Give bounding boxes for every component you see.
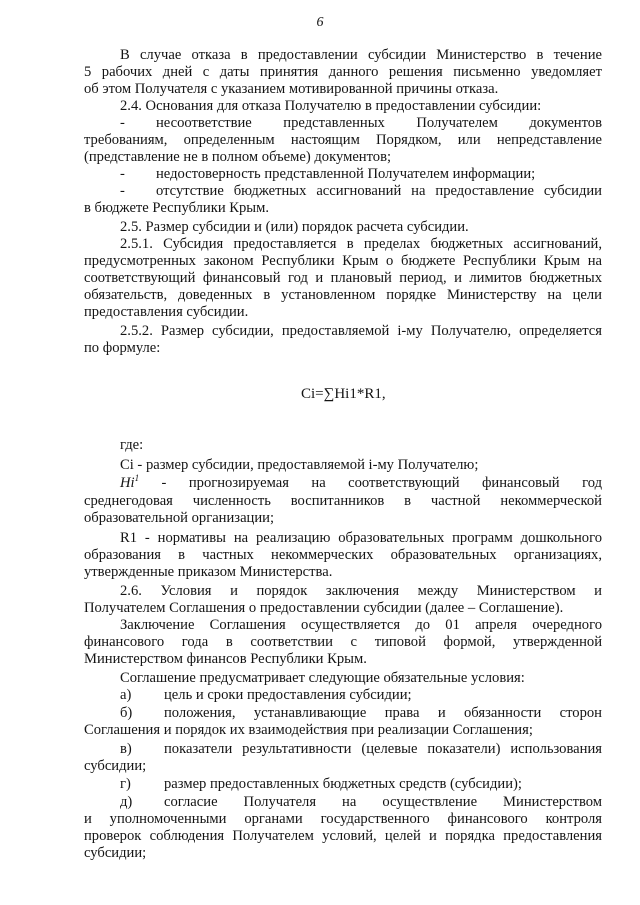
line-text: среднегодовая численность воспитанников в частной некоммерческой [84, 493, 602, 509]
text-line [84, 340, 602, 356]
line-text: по формуле: [84, 340, 161, 356]
text-line [120, 457, 638, 473]
text-line [84, 758, 602, 774]
line-text: (представление не в полном объеме) документов; [84, 149, 392, 165]
list-marker: - [120, 115, 125, 131]
text-line [120, 583, 602, 599]
line-text: и уполномоченными органами государственного финансового контроля [84, 811, 602, 827]
text-line [84, 200, 602, 216]
line-text: согласие Получателя на осуществление Министерством [164, 794, 602, 810]
list-marker: - [120, 183, 125, 199]
page-number: 6 [316, 15, 324, 30]
line-text: Соглашение предусматривает следующие обязательные условия: [120, 670, 525, 686]
text-line [84, 493, 602, 509]
line-text: 2.5.2. Размер субсидии, предоставляемой i-му Получателю, определяется [120, 323, 602, 339]
line-text: размер предоставленных бюджетных средств (субсидии); [164, 776, 522, 792]
text-line [120, 166, 638, 182]
line-text: в бюджете Республики Крым. [84, 200, 270, 216]
list-marker: д) [120, 794, 133, 810]
line-text: 2.5.1. Субсидия предоставляется в пределах бюджетных ассигнований, [120, 236, 602, 252]
text-line [120, 98, 638, 114]
subsidy-formula [301, 386, 386, 402]
line-text: положения, устанавливающие права и обязанности сторон [164, 705, 602, 721]
list-marker: б) [120, 705, 133, 721]
text-line [84, 564, 602, 580]
text-line [84, 845, 602, 861]
text-line [84, 81, 602, 97]
line-text: образования в частных некоммерческих образовательных организациях, [84, 547, 602, 563]
line-text: показатели результативности (целевые показатели) использования [164, 741, 602, 757]
line-text: R1 - нормативы на реализацию образовательных программ дошкольного [120, 530, 602, 546]
line-text: утвержденные приказом Министерства. [84, 564, 333, 580]
text-line [120, 47, 602, 63]
line-text: цель и сроки предоставления субсидии; [164, 687, 412, 703]
text-line [84, 547, 602, 563]
text-line [120, 115, 602, 131]
h-definition-text: - прогнозируемая на соответствующий финансовый год [161, 475, 602, 491]
text-line [120, 687, 638, 703]
line-text: 2.5. Размер субсидии и (или) порядок расчета субсидии. [120, 219, 469, 235]
text-line [120, 776, 638, 792]
line-text: Получателем Соглашения о предоставлении субсидии (далее – Соглашение). [84, 600, 564, 616]
line-text: требованиям, определенным настоящим Порядком, или непредставление [84, 132, 602, 148]
line-text: обязательств, доведенных в установленном порядке Министерству на цели [84, 287, 602, 303]
text-line [84, 149, 602, 165]
line-text: В случае отказа в предоставлении субсидии Министерство в течение [120, 47, 602, 63]
text-line [84, 651, 602, 667]
text-line [84, 634, 602, 650]
line-text: соответствующий финансовый год и плановый период, и лимитов бюджетных [84, 270, 602, 286]
text-line [84, 304, 602, 320]
list-marker: - [120, 166, 125, 182]
line-text: 2.6. Условия и порядок заключения между Министерством и [120, 583, 602, 599]
text-line [84, 64, 602, 80]
text-line [84, 132, 602, 148]
line-text: Министерством финансов Республики Крым. [84, 651, 367, 667]
line-text: несоответствие представленных Получателем документов [156, 115, 602, 131]
line-text: субсидии; [84, 758, 147, 774]
text-line [84, 287, 602, 303]
text-line [120, 794, 602, 810]
text-line [120, 437, 638, 453]
text-line [84, 510, 602, 526]
line-text: проверок соблюдения Получателем условий, целей и порядка предоставления [84, 828, 602, 844]
text-line [120, 219, 638, 235]
text-line [84, 722, 602, 738]
text-line [84, 600, 602, 616]
text-line [120, 741, 602, 757]
text-line [84, 811, 602, 827]
text-line [120, 705, 602, 721]
text-line [120, 670, 638, 686]
line-text: 5 рабочих дней с даты принятия данного решения письменно уведомляет [84, 64, 602, 80]
line-text: предоставления субсидии. [84, 304, 249, 320]
h-symbol: Hi$^1$ [120, 473, 140, 491]
line-text: где: [120, 437, 144, 453]
line-text: отсутствие бюджетных ассигнований на предоставление субсидии [156, 183, 602, 199]
line-text: финансового года в соответствии с типовой формой, утвержденной [84, 634, 602, 650]
line-text: Заключение Соглашения осуществляется до 01 апреля очередного [120, 617, 602, 633]
line-text: об этом Получателя с указанием мотивированной причины отказа. [84, 81, 499, 97]
line-text: субсидии; [84, 845, 147, 861]
text-line [120, 236, 602, 252]
text-line [120, 530, 602, 546]
text-line [84, 828, 602, 844]
line-text: недостоверность представленной Получателем информации; [156, 166, 536, 182]
line-text: Соглашения и порядок их взаимодействия при реализации Соглашения; [84, 722, 533, 738]
text-line [120, 183, 602, 199]
list-marker: г) [120, 776, 131, 792]
text-line [84, 270, 602, 286]
line-text: предусмотренных законом Республики Крым о бюджете Республики Крым на [84, 253, 602, 269]
list-marker: в) [120, 741, 132, 757]
line-text: 2.4. Основания для отказа Получателю в предоставлении субсидии: [120, 98, 542, 114]
line-text: образовательной организации; [84, 510, 275, 526]
line-text: Сi - размер субсидии, предоставляемой i-му Получателю; [120, 457, 479, 473]
text-line [120, 617, 602, 633]
h-definition-line [120, 475, 602, 491]
formula-text: Сi=∑Hi1*R1, [301, 386, 386, 402]
text-line [84, 253, 602, 269]
text-line [120, 323, 602, 339]
list-marker: а) [120, 687, 132, 703]
